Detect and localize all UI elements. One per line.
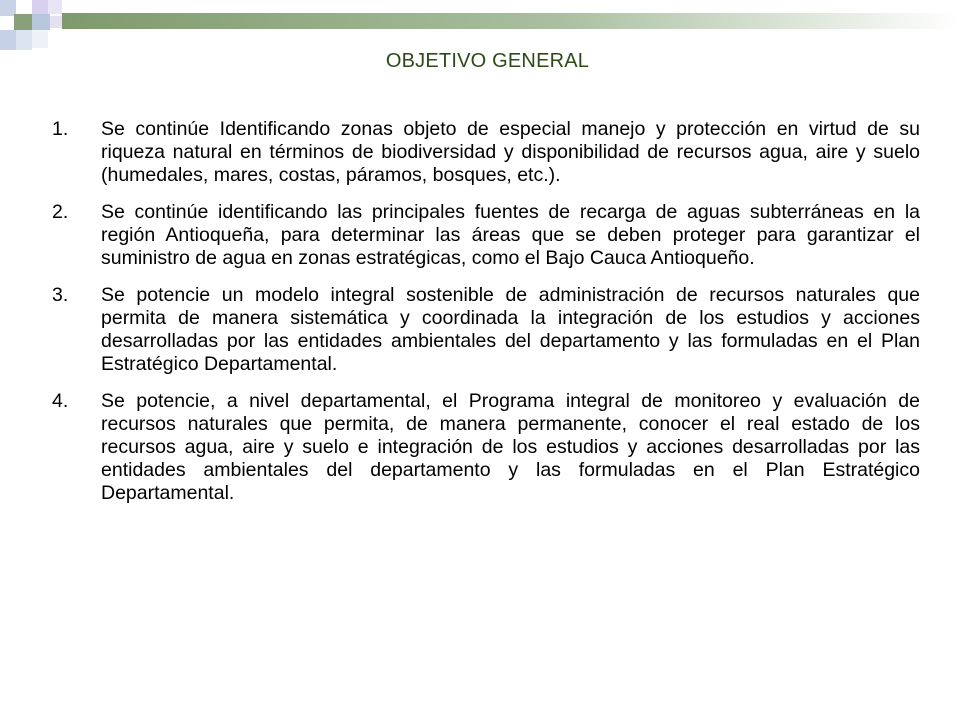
page-title: OBJETIVO GENERAL xyxy=(385,50,590,72)
deco-square xyxy=(48,0,62,14)
item-text: Se potencie un modelo integral sostenible de administración de recursos naturales que permita de manera sistemática y coordinada la integración de los estudios y acciones desarrolladas por las entidades ambientales del departamento y las formuladas en el Plan Estratégico Departamental. xyxy=(101,284,920,375)
list-item xyxy=(52,118,920,187)
deco-square xyxy=(0,30,16,50)
deco-square xyxy=(16,0,32,16)
deco-square xyxy=(14,14,32,30)
item-number: 3. xyxy=(52,284,69,306)
deco-square xyxy=(32,14,50,30)
item-number: 2. xyxy=(52,201,69,223)
item-number: 1. xyxy=(52,118,69,140)
list-item xyxy=(52,284,920,376)
objectives-list xyxy=(52,118,920,519)
list-item xyxy=(52,390,920,505)
deco-square xyxy=(0,0,16,16)
deco-square xyxy=(32,30,48,48)
item-number: 4. xyxy=(52,390,69,412)
deco-square xyxy=(16,30,32,50)
deco-square xyxy=(50,16,62,28)
item-text: Se continúe identificando las principales fuentes de recarga de aguas subterráneas en la región Antioqueña, para determinar las áreas que se deben proteger para garantizar el suministro de agua en zonas estratégicas, como el Bajo Cauca Antioqueño. xyxy=(101,201,920,269)
item-text: Se potencie, a nivel departamental, el Programa integral de monitoreo y evaluación de recursos naturales que permita, de manera permanente, conocer el real estado de los recursos agua, aire y suelo e integración de los estudios y acciones desarrolladas por las entidades ambientales del departamento y las formuladas en el Plan Estratégico Departamental. xyxy=(101,390,920,504)
list-item xyxy=(52,201,920,270)
header-gradient-bar xyxy=(62,13,960,29)
deco-square xyxy=(32,0,48,16)
item-text: Se continúe Identificando zonas objeto de especial manejo y protección en virtud de su riqueza natural en términos de biodiversidad y disponibilidad de recursos agua, aire y suelo (humedales, mares, costas, páramos, bosques, etc.). xyxy=(101,118,920,186)
